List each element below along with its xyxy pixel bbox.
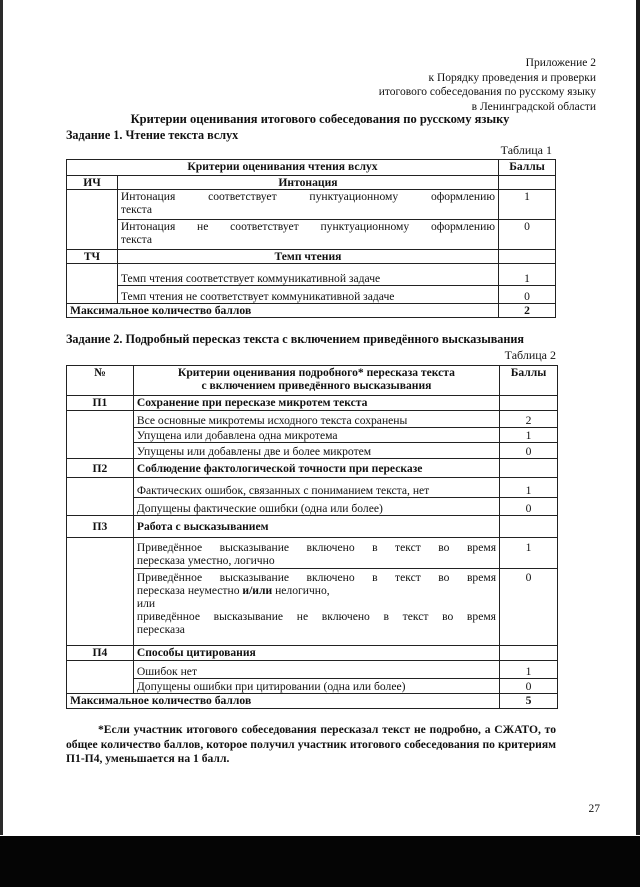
table-row <box>67 661 558 679</box>
empty-cell <box>499 176 556 190</box>
table1-reading-criteria <box>66 159 556 318</box>
criterion-code: П3 <box>67 516 134 538</box>
text-line: текста <box>120 203 152 216</box>
criterion-text: Упущена или добавлена одна микротема <box>133 428 499 443</box>
header-criteria: Критерии оценивания чтения вслух <box>67 160 499 176</box>
criterion-text: Темп чтения соответствует коммуникативной задаче <box>117 264 498 286</box>
document-title: Критерии оценивания итогового собеседования по русскому языку <box>130 112 510 126</box>
empty-cell <box>67 190 118 250</box>
table-row <box>67 498 558 516</box>
scan-bottom-bar <box>0 836 640 887</box>
page-number: 27 <box>588 803 600 815</box>
criterion-code: П2 <box>67 459 134 478</box>
criterion-points: 1 <box>500 478 558 498</box>
criterion-code: ИЧ <box>67 176 118 190</box>
text-line: Приведённое высказывание включено в текст во время <box>136 571 497 584</box>
section-row <box>67 396 558 411</box>
table2-retelling-criteria <box>66 365 558 709</box>
table-row <box>67 443 558 459</box>
text-line: пересказа уместно, логично <box>136 554 275 567</box>
section-row <box>67 646 558 661</box>
appendix-line: в Ленинградской области <box>471 100 596 113</box>
empty-cell <box>67 538 134 646</box>
criterion-text: Ошибок нет <box>133 661 499 679</box>
criterion-text <box>117 220 498 250</box>
table-row <box>67 428 558 443</box>
text-line: приведённое высказывание не включено в текст во время <box>136 610 497 623</box>
section-row <box>67 176 556 190</box>
max-score-label: Максимальное количество баллов <box>67 304 499 318</box>
criterion-points: 1 <box>500 661 558 679</box>
appendix-header <box>379 56 596 114</box>
criterion-name: Способы цитирования <box>133 646 499 661</box>
table-row <box>67 264 556 286</box>
text-line: Интонация соответствует пунктуационному оформлению <box>120 190 496 203</box>
criterion-points: 0 <box>499 286 556 304</box>
table-row <box>67 220 556 250</box>
criterion-text <box>133 538 499 569</box>
table-row <box>67 478 558 498</box>
text-line: Приведённое высказывание включено в текст во время <box>136 541 497 554</box>
criterion-text <box>117 190 498 220</box>
empty-cell <box>500 646 558 661</box>
max-score-value: 5 <box>500 694 558 709</box>
empty-cell <box>67 264 118 304</box>
criterion-code: ТЧ <box>67 250 118 264</box>
table-row <box>67 411 558 428</box>
criterion-text: Все основные микротемы исходного текста сохранены <box>133 411 499 428</box>
text-line: Интонация не соответствует пунктуационному оформлению <box>120 220 496 233</box>
table-row <box>67 569 558 646</box>
header-criteria <box>133 366 499 396</box>
criterion-text: Темп чтения не соответствует коммуникативной задаче <box>117 286 498 304</box>
section-row <box>67 516 558 538</box>
text-line: текста <box>120 233 152 246</box>
empty-cell <box>500 516 558 538</box>
criterion-points: 2 <box>500 411 558 428</box>
criterion-name: Сохранение при пересказе микротем текста <box>133 396 499 411</box>
appendix-line: итогового собеседования по русскому языку <box>378 86 596 98</box>
max-score-row <box>67 694 558 709</box>
criterion-points: 1 <box>499 264 556 286</box>
criterion-text: Допущены фактические ошибки (одна или более) <box>133 498 499 516</box>
max-score-value: 2 <box>499 304 556 318</box>
table-header-row <box>67 160 556 176</box>
criterion-name: Работа с высказыванием <box>133 516 499 538</box>
text-line <box>137 584 496 597</box>
criterion-points: 0 <box>499 220 556 250</box>
empty-cell <box>67 661 134 694</box>
footnote: *Если участник итогового собеседования пересказал текст не подробно, а СЖАТО, то общее количество баллов, которое получил участник итогового собеседования по критериям П1-П4, уменьшается на 1 балл. <box>66 723 556 766</box>
criterion-code: П4 <box>67 646 134 661</box>
empty-cell <box>500 459 558 478</box>
table-header-row <box>67 366 558 396</box>
criterion-points: 0 <box>500 679 558 694</box>
section-row <box>67 250 556 264</box>
table-row <box>67 538 558 569</box>
criterion-points: 1 <box>500 428 558 443</box>
criterion-text: Допущены ошибки при цитировании (одна или более) <box>133 679 499 694</box>
criterion-points: 1 <box>500 538 558 569</box>
header-points: Баллы <box>500 366 558 396</box>
max-score-label: Максимальное количество баллов <box>67 694 500 709</box>
table-row <box>67 679 558 694</box>
text-emphasis: и/или <box>242 584 273 597</box>
criterion-name: Темп чтения <box>117 250 498 264</box>
empty-cell <box>67 478 134 516</box>
table-row <box>67 286 556 304</box>
header-line: с включением приведённого высказывания <box>201 379 432 392</box>
empty-cell <box>67 411 134 459</box>
header-number: № <box>67 366 134 396</box>
task2-heading: Задание 2. Подробный пересказ текста с включением приведённого высказывания <box>66 332 525 346</box>
table2-caption: Таблица 2 <box>504 348 556 362</box>
table1-caption: Таблица 1 <box>500 143 552 157</box>
table-row <box>67 190 556 220</box>
empty-cell <box>500 396 558 411</box>
criterion-text: Упущены или добавлены две и более микротем <box>133 443 499 459</box>
criterion-name: Соблюдение фактологической точности при пересказе <box>133 459 499 478</box>
max-score-row <box>67 304 556 318</box>
text-fragment: пересказа неуместно <box>136 584 243 597</box>
text-line: пересказа <box>136 623 185 636</box>
criterion-code: П1 <box>67 396 134 411</box>
section-row <box>67 459 558 478</box>
header-line: Критерии оценивания подробного* пересказа текста <box>177 366 455 379</box>
criterion-text: Фактических ошибок, связанных с пониманием текста, нет <box>133 478 499 498</box>
empty-cell <box>499 250 556 264</box>
text-fragment: нелогично, <box>272 584 330 597</box>
appendix-line: к Порядку проведения и проверки <box>428 71 596 84</box>
text-line: или <box>136 597 156 610</box>
criterion-text <box>133 569 499 646</box>
criterion-points: 0 <box>500 443 558 459</box>
criterion-points: 1 <box>499 190 556 220</box>
appendix-line: Приложение 2 <box>525 57 596 69</box>
header-points: Баллы <box>499 160 556 176</box>
task1-heading: Задание 1. Чтение текста вслух <box>66 128 239 142</box>
criterion-points: 0 <box>500 569 558 646</box>
criterion-points: 0 <box>500 498 558 516</box>
criterion-name: Интонация <box>117 176 498 190</box>
